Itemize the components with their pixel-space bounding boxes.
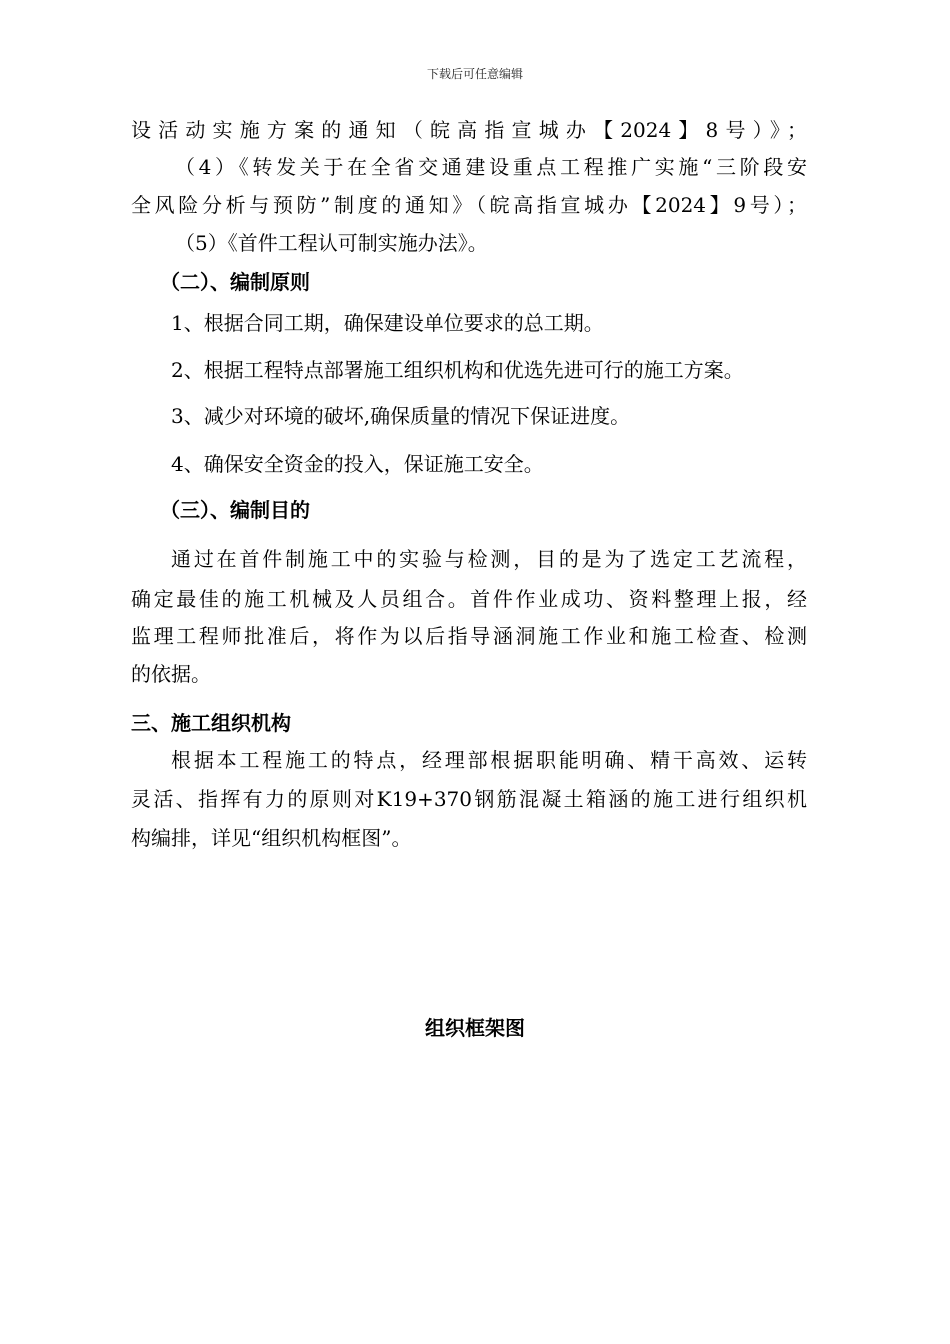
- principle-item-3: 3、减少对环境的破坏,确保质量的情况下保证进度。: [171, 404, 631, 428]
- purpose-line-3: 监理工程师批准后，将作为以后指导涵洞施工作业和施工检查、检测: [131, 624, 807, 648]
- purpose-line-2: 确定最佳的施工机械及人员组合。首件作业成功、资料整理上报，经: [131, 587, 807, 611]
- principle-item-1: 1、根据合同工期，确保建设单位要求的总工期。: [171, 311, 604, 335]
- page-header: 下载后可任意编辑: [426, 67, 523, 81]
- principle-item-4: 4、确保安全资金的投入，保证施工安全。: [171, 452, 544, 476]
- principles-heading: （二）、编制原则: [160, 270, 310, 294]
- basis-item4-line1: （4）《转发关于在全省交通建设重点工程推广实施“三阶段安: [175, 155, 807, 179]
- organization-line-2: 灵活、指挥有力的原则对K19+370钢筋混凝土箱涵的施工进行组织机: [131, 787, 807, 811]
- basis-item5: （5）《首件工程认可制实施办法》。: [175, 231, 488, 255]
- purpose-heading: （三）、编制目的: [160, 498, 310, 522]
- organization-heading: 三、施工组织机构: [131, 711, 291, 735]
- org-chart-title: 组织框架图: [425, 1016, 525, 1040]
- principle-item-2: 2、根据工程特点部署施工组织机构和优选先进可行的施工方案。: [171, 358, 744, 382]
- purpose-line-1: 通过在首件制施工中的实验与检测，目的是为了选定工艺流程，: [171, 547, 807, 571]
- organization-line-3: 构编排，详见“组织机构框图”。: [131, 826, 412, 850]
- organization-line-1: 根据本工程施工的特点，经理部根据职能明确、精干高效、运转: [171, 748, 807, 772]
- purpose-line-4: 的依据。: [131, 662, 211, 686]
- basis-item3-continuation: 设活动实施方案的通知（皖高指宣城办【2024】8号）》；: [131, 118, 807, 142]
- basis-item4-line2: 全风险分析与预防”制度的通知》（皖高指宣城办【2024】9号）；: [131, 193, 807, 217]
